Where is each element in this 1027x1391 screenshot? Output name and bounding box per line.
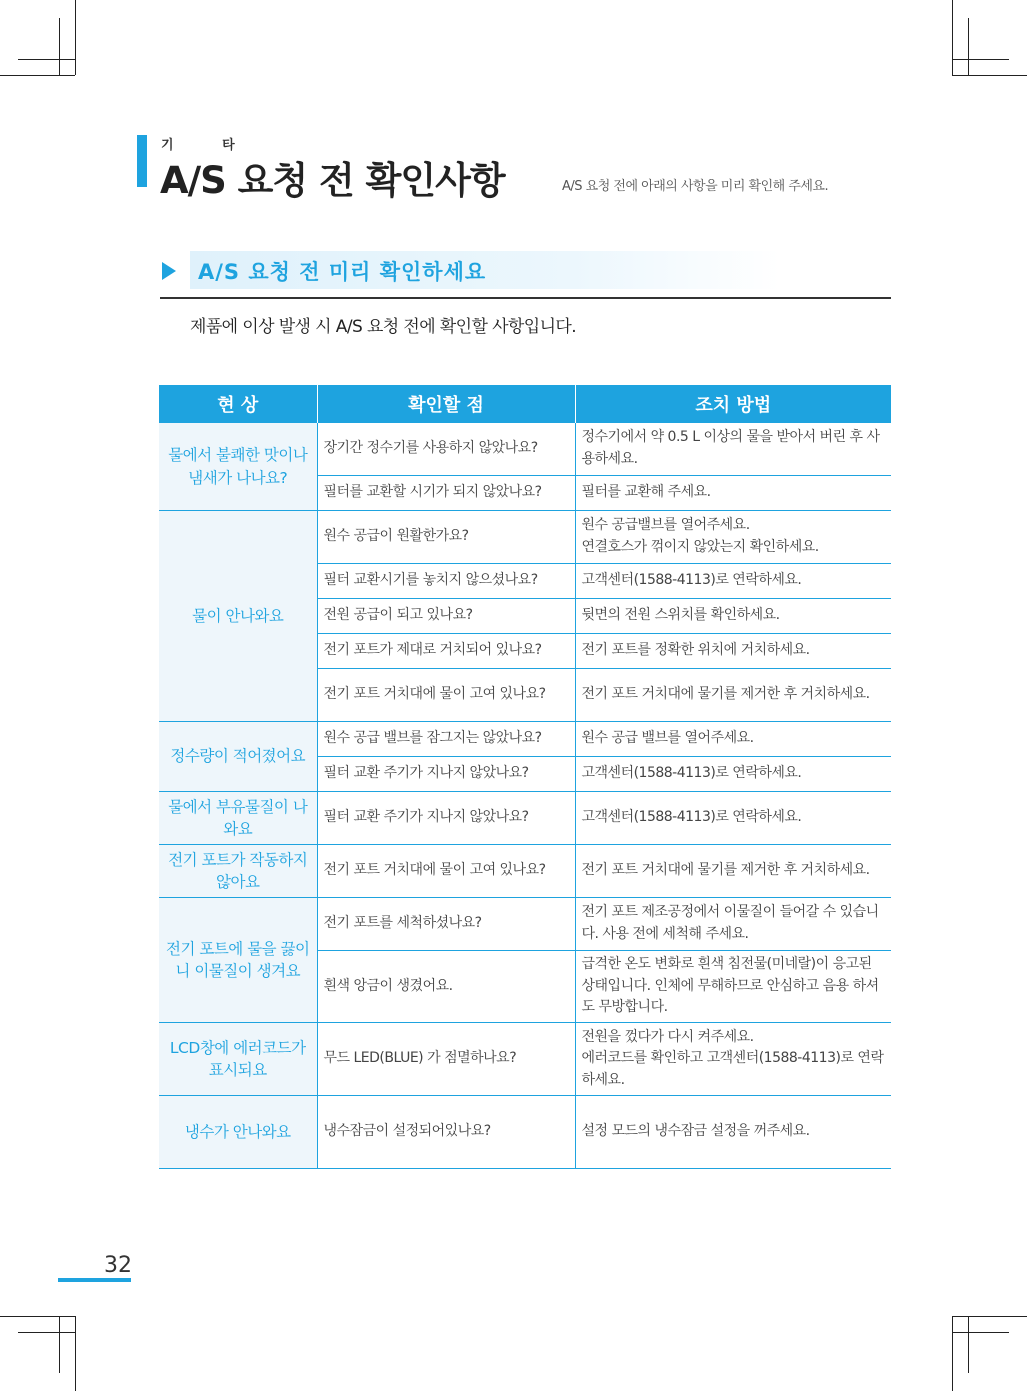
crop-mark — [952, 75, 1027, 76]
action-cell: 고객센터(1588-4113)로 연락하세요. — [575, 757, 891, 792]
troubleshooting-table — [159, 385, 891, 1169]
action-cell: 전기 포트 제조공정에서 이물질이 들어갈 수 있습니다. 사용 전에 세척해 주세요. — [575, 898, 891, 951]
symptom-cell: 물에서 부유물질이 나와요 — [159, 792, 317, 845]
intro-text: 제품에 이상 발생 시 A/S 요청 전에 확인할 사항입니다. — [190, 317, 577, 337]
crop-mark — [18, 59, 75, 60]
table-row — [159, 1096, 891, 1169]
symptom-cell: 냉수가 안나와요 — [159, 1096, 317, 1169]
crop-mark — [952, 1316, 953, 1391]
check-cell: 전기 포트 거치대에 물이 고여 있나요? — [317, 845, 575, 898]
check-cell: 장기간 정수기를 사용하지 않았나요? — [317, 423, 575, 476]
table-row — [159, 1023, 891, 1096]
table-row — [159, 722, 891, 757]
action-cell: 전기 포트 거치대에 물기를 제거한 후 거치하세요. — [575, 845, 891, 898]
symptom-cell: LCD창에 에러코드가 표시되요 — [159, 1023, 317, 1096]
symptom-cell: 물에서 불쾌한 맛이나 냄새가 나나요? — [159, 423, 317, 511]
crop-mark — [0, 1316, 75, 1317]
section-label: 기 타 — [161, 138, 257, 153]
table-row — [159, 423, 891, 476]
check-cell: 냉수잠금이 설정되어있나요? — [317, 1096, 575, 1169]
check-cell: 전기 포트를 세척하셨나요? — [317, 898, 575, 951]
crop-mark — [59, 18, 60, 75]
page-subtitle: A/S 요청 전에 아래의 사항을 미리 확인해 주세요. — [562, 179, 829, 194]
action-cell: 설정 모드의 냉수잠금 설정을 꺼주세요. — [575, 1096, 891, 1169]
action-cell: 급격한 온도 변화로 흰색 침전물(미네랄)이 응고된 상태입니다. 인체에 무해하므로 안심하고 음용 하셔도 무방합니다. — [575, 951, 891, 1023]
section-accent-bar — [137, 135, 147, 187]
section-divider — [160, 297, 891, 299]
action-cell: 정수기에서 약 0.5 L 이상의 물을 받아서 버린 후 사용하세요. — [575, 423, 891, 476]
table-row — [159, 511, 891, 564]
crop-mark — [952, 1332, 1009, 1333]
crop-mark — [952, 0, 953, 75]
check-cell: 전기 포트가 제대로 거치되어 있나요? — [317, 634, 575, 669]
crop-mark — [952, 59, 1009, 60]
check-cell: 원수 공급 밸브를 잠그지는 않았나요? — [317, 722, 575, 757]
header-action: 조치 방법 — [575, 385, 891, 423]
page-number-underline — [58, 1278, 131, 1282]
crop-mark — [968, 18, 969, 75]
action-cell: 전원을 껐다가 다시 켜주세요. 에러코드를 확인하고 고객센터(1588-4113)로 연락하세요. — [575, 1023, 891, 1096]
table-row — [159, 792, 891, 845]
crop-mark — [18, 1332, 75, 1333]
triangle-bullet-icon — [162, 262, 176, 280]
check-cell: 전기 포트 거치대에 물이 고여 있나요? — [317, 669, 575, 722]
action-cell: 필터를 교환해 주세요. — [575, 476, 891, 511]
check-cell: 필터를 교환할 시기가 되지 않았나요? — [317, 476, 575, 511]
check-cell: 필터 교환 주기가 지나지 않았나요? — [317, 757, 575, 792]
page-number: 32 — [104, 1253, 132, 1278]
crop-mark — [75, 1316, 76, 1391]
section-title: A/S 요청 전 미리 확인하세요 — [198, 260, 487, 284]
crop-mark — [75, 0, 76, 75]
symptom-cell: 전기 포트에 물을 끓이니 이물질이 생겨요 — [159, 898, 317, 1023]
check-cell: 필터 교환시기를 놓치지 않으셨나요? — [317, 564, 575, 599]
check-cell: 무드 LED(BLUE) 가 점멸하나요? — [317, 1023, 575, 1096]
table-row — [159, 898, 891, 951]
check-cell: 전원 공급이 되고 있나요? — [317, 599, 575, 634]
crop-mark — [0, 75, 75, 76]
check-cell: 흰색 앙금이 생겼어요. — [317, 951, 575, 1023]
action-cell: 전기 포트를 정확한 위치에 거치하세요. — [575, 634, 891, 669]
table-row — [159, 845, 891, 898]
symptom-cell: 정수량이 적어졌어요 — [159, 722, 317, 792]
crop-mark — [59, 1316, 60, 1373]
action-cell: 원수 공급밸브를 열어주세요. 연결호스가 꺾이지 않았는지 확인하세요. — [575, 511, 891, 564]
table-header-row — [159, 385, 891, 423]
action-cell: 뒷면의 전원 스위치를 확인하세요. — [575, 599, 891, 634]
check-cell: 원수 공급이 원활한가요? — [317, 511, 575, 564]
action-cell: 고객센터(1588-4113)로 연락하세요. — [575, 564, 891, 599]
symptom-cell: 물이 안나와요 — [159, 511, 317, 722]
symptom-cell: 전기 포트가 작동하지 않아요 — [159, 845, 317, 898]
action-cell: 고객센터(1588-4113)로 연락하세요. — [575, 792, 891, 845]
crop-mark — [968, 1316, 969, 1373]
action-cell: 전기 포트 거치대에 물기를 제거한 후 거치하세요. — [575, 669, 891, 722]
header-symptom: 현 상 — [159, 385, 317, 423]
crop-mark — [952, 1316, 1027, 1317]
check-cell: 필터 교환 주기가 지나지 않았나요? — [317, 792, 575, 845]
action-cell: 원수 공급 밸브를 열어주세요. — [575, 722, 891, 757]
page-title: A/S 요청 전 확인사항 — [160, 159, 505, 202]
header-check: 확인할 점 — [317, 385, 575, 423]
